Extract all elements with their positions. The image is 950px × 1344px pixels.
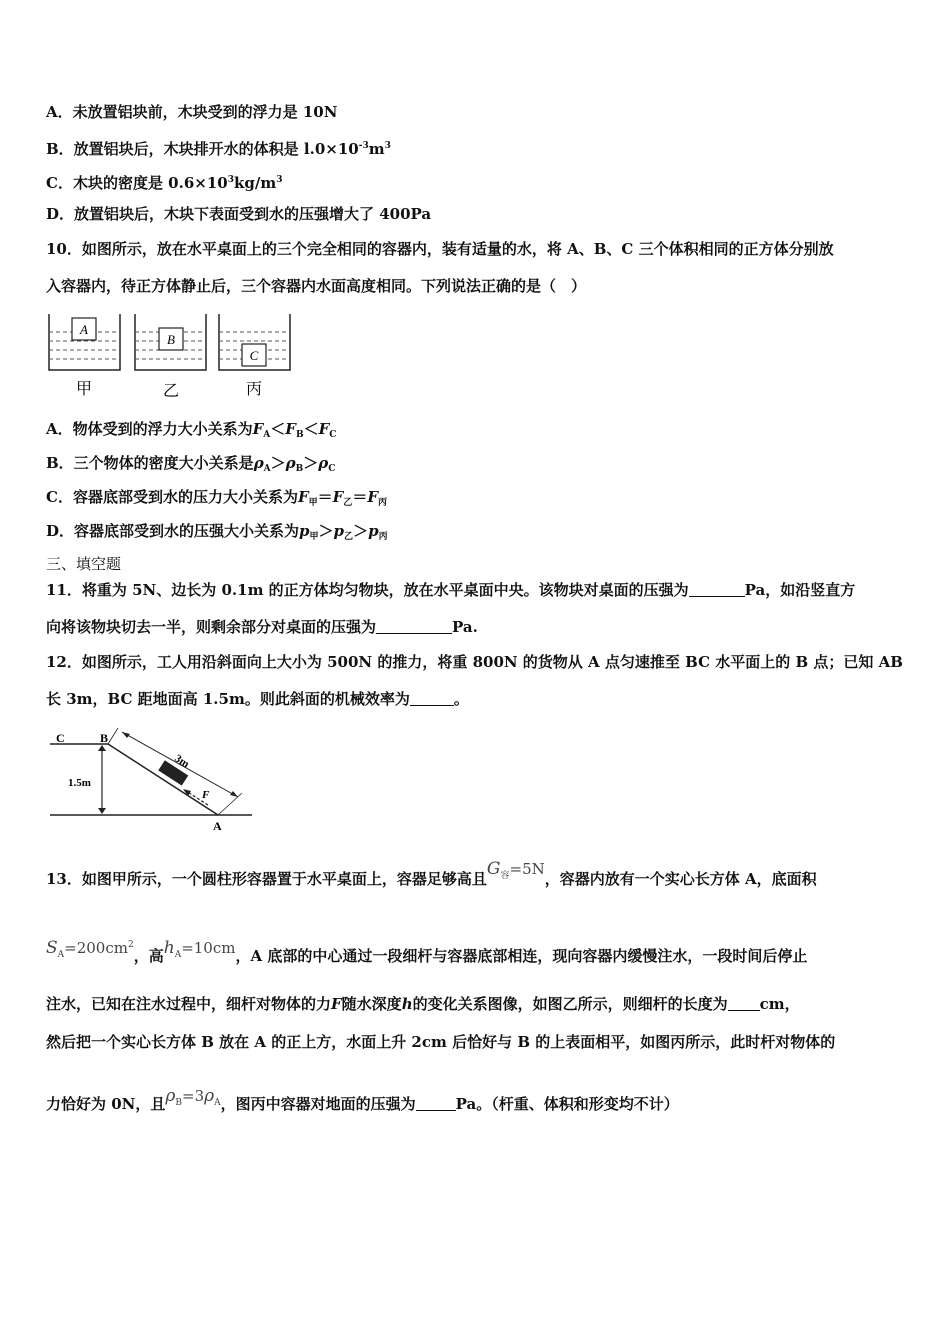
q9-option-b: B．放置铝块后，木块排开水的体积是 $l.0\times 10^{-3}m^3$ (46, 140, 391, 158)
q12-line1: 12．如图所示，工人用沿斜面向上大小为 500N 的推力，将重 800N 的货物从 A 点匀速推至 BC 水平面上的 B 点；已知 AB (46, 653, 903, 671)
q12-blank[interactable] (410, 691, 454, 706)
block-c-label: C (249, 348, 259, 363)
container-jia-label: 甲 (75, 381, 93, 398)
q13-line1: 13．如图甲所示，一个圆柱形容器置于水平桌面上，容器足够高且$G_容=5N$，容器内放有一个实心长方体 A，底面积 (46, 859, 817, 888)
formula-density: $\rho_B=3\rho_A$ (165, 1086, 221, 1108)
q11-line2: 向将该物块切去一半，则剩余部分对桌面的压强为 Pa. (46, 618, 478, 636)
force-label: F (202, 789, 210, 801)
block-b-label: B (167, 332, 175, 347)
q12-line2: 长 3m，BC 距地面高 1.5m。则此斜面的机械效率为 。 (46, 690, 469, 708)
formula-g-container: $G_容=5N$ (486, 859, 545, 881)
q9-option-d: D．放置铝块后，木块下表面受到水的压强增大了 400Pa (46, 205, 432, 223)
height-label: 1.5m (68, 777, 91, 789)
q11-blank-1[interactable] (689, 582, 745, 597)
q11-blank-2[interactable] (376, 619, 452, 634)
container-bing (219, 314, 290, 398)
q10-option-d: D．容器底部受到水的压强大小关系为$p_甲>p_乙>p_丙$ (46, 522, 388, 542)
point-c-label: C (56, 731, 65, 745)
q13-line2: $S_A=200cm^2$，高$h_A=10cm$，A 底部的中心通过一段细杆与容器底部相连，现向容器内缓慢注水，一段时间后停止 (46, 938, 808, 965)
q13-line3: 注水，已知在注水过程中，细杆对物体的力F随水深度h的变化关系图像，如图乙所示，则细杆的长度为 cm， (46, 995, 800, 1013)
point-a-label: A (213, 819, 222, 833)
q11-line1: 11．将重为 5N、边长为 0.1m 的正方体均匀物块，放在水平桌面中央。该物块对桌面的压强为 Pa，如沿竖直方 (46, 581, 856, 599)
formula-s-a: $S_A=200cm^2$ (46, 938, 134, 960)
q10-stem-line1: 10．如图所示，放在水平桌面上的三个完全相同的容器内，装有适量的水，将 A、B、C 三个体积相同的正方体分别放 (46, 240, 834, 258)
container-jia (49, 314, 120, 398)
q10-option-a: A．物体受到的浮力大小关系为$F_A<F_B<F_C$ (46, 420, 337, 440)
container-bing-label: 丙 (245, 381, 263, 398)
container-yi (135, 314, 206, 400)
formula-h-a: $h_A=10cm$ (163, 938, 236, 960)
container-yi-label: 乙 (162, 383, 180, 400)
q13-blank-1[interactable] (728, 996, 760, 1011)
q10-option-c: C．容器底部受到水的压力大小关系为$F_甲=F_乙=F_丙$ (46, 488, 387, 508)
q10-stem-line2: 入容器内，待正方体静止后，三个容器内水面高度相同。下列说法正确的是（ ） (46, 277, 587, 295)
q13-line5: 力恰好为 0N，且$\rho_B=3\rho_A$，图丙中容器对地面的压强为 Pa。（杆重、体积和形变均不计） (46, 1086, 679, 1113)
length-label: 3m (172, 752, 192, 771)
q13-blank-2[interactable] (416, 1096, 456, 1111)
q12-incline-figure (46, 726, 258, 836)
q9-option-a: A．未放置铝块前，木块受到的浮力是 10N (46, 103, 338, 121)
q9-option-c: C．木块的密度是 $0.6\times 10^3kg/m^3$ (46, 174, 283, 192)
q10-option-b: B．三个物体的密度大小关系是$\rho_A>\rho_B>\rho_C$ (46, 454, 336, 474)
section-heading: 三、填空题 (46, 555, 122, 573)
q13-line4: 然后把一个实心长方体 B 放在 A 的正上方，水面上升 2cm 后恰好与 B 的上表面相平，如图丙所示，此时杆对物体的 (46, 1033, 836, 1051)
block-a-label: A (80, 322, 88, 337)
q10-figure (46, 310, 296, 402)
point-b-label: B (100, 731, 109, 745)
